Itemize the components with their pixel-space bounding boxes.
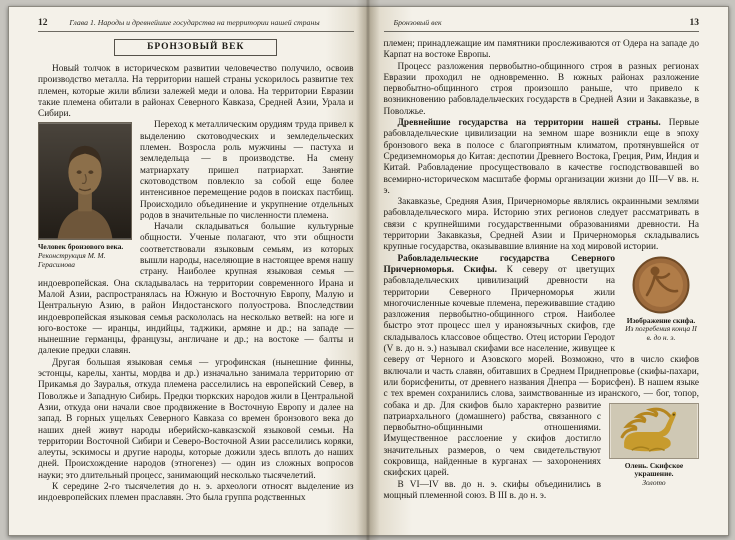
paragraph: Начали складываться большие культурные общности. Ученые полагают, что эти общности соответствовали языковым семьям, из которых вышли народы, населяющие в настоящее время нашу страну. Наиболее крупная языковая семья — индоевропейская. Она складывалась на территории современного Ирана и Малой Азии, распространялась на Южную и Восточную Европу, Малую и Центральную Азию, в район Индостанского полуострова. Впоследствии индоевропейская языковая семья раскололась на несколько ветвей: на юге и юго-востоке — иранцы, индийцы, таджики, армяне и др.; на западе — нынешние германцы, французы, англичане и др.; на востоке — балты и далекие предки славян. bbox=[38, 222, 354, 357]
left-body-text bbox=[38, 64, 354, 505]
paragraph-text: К северу от цветущих рабовладельческих цивилизаций древности на территории Северного Причерноморья жили многочисленные кочевые племена, переживавшие стадию разложения первобытно-общинного строя. Наиболее быстро этот процесс шел у ираноязычных скифов, где складывалось классовое общество. Отец истории Геродот (V в. до н. э.) называл скифами все население, живущее к северу от Черного и Азовского морей. Возможно, что в число скифов включали и часть славян, обитавших в Среднем Приднепровье (скифы-пахари, или борисфениты, от древнего названия Днепра — Борисфен). В нашем языке с тех времен сохранились слова, заимствованные из иранского, — бог, топор, собака и др. bbox=[383, 264, 699, 411]
paragraph bbox=[383, 253, 700, 487]
golden-deer-image bbox=[609, 403, 699, 459]
deer-caption-title: Олень. Скифское украшение. bbox=[624, 460, 684, 479]
paragraph: Новый толчок в историческом развитии человечество получило, освоив производство металла. На территории нашей страны ускорилось развитие тех племен, которые жили вблизи залежей меди и олова. На территории Евразии такие племена обитали в районах Северного Кавказа, Средней Азии, Урала и Сибири. bbox=[38, 64, 354, 120]
paragraph: В VI—IV вв. до н. э. скифы объединились в мощный племенной союз. В III в. до н. э. bbox=[383, 479, 601, 501]
right-page-number: 13 bbox=[689, 18, 699, 28]
paragraph: Процесс разложения первобытно-общинного строя в разных регионах Евразии проходил не одновременно. В южных районах разложение первобытно-общинного строя произошло раньше, что привело к возникновению рабовладельческих государств в Средней Азии и Закавказье, в Поволжье. bbox=[383, 61, 699, 117]
left-running-head: Глава 1. Народы и древнейшие государства на территории нашей страны bbox=[69, 18, 320, 27]
paragraph-lead: Древнейшие государства на территории нашей страны. bbox=[397, 118, 661, 129]
paragraph-text: Для скифов было характерно развитие патриархального (домашнего) рабства, связанного с первобытно-общинными отношениями. Имущественное расслоение у скифов достигло значительных размеров, о чем свидетельствуют сокровища, найденные в курганах — захоронениях скифских царей. bbox=[383, 400, 601, 479]
coin-caption-title: Изображение скифа. bbox=[626, 315, 696, 325]
scythian-coin-image bbox=[632, 256, 690, 314]
paragraph-text: Первые рабовладельческие цивилизации на земном шаре возникли еще в эпоху бронзового века в полосе с благоприятным климатом, протянувшейся от Средиземноморья до Китая: деспотии Древнего Востока, Греция, Рим, Индия и Китай. Рабовладение просуществовало в качестве господствовавшей во всемирно-историческом масштабе формы организации жизни до III—V вв. н. э. bbox=[383, 118, 700, 196]
paragraph-continuation: племен; принадлежащие им памятники прослеживаются от Одера на западе до Карпат на востоке Европы. bbox=[383, 39, 699, 61]
figure-caption-credit: Реконструкция М. М. Герасимова bbox=[38, 251, 106, 269]
paragraph: К середине 2-го тысячелетия до н. э. археологи относят выделение из индоевропейских племен праславян. Это была группа родственных bbox=[38, 481, 354, 504]
figure-caption-title: Человек бронзового века. bbox=[38, 242, 124, 252]
deer-caption-credit: Золото bbox=[642, 477, 666, 487]
right-running-head: Бронзовый век bbox=[393, 18, 442, 27]
page-right bbox=[369, 7, 729, 535]
coin-caption-credit: Из погребения конца II в. до н. э. bbox=[625, 324, 697, 342]
paragraph bbox=[384, 118, 700, 197]
left-page-header bbox=[38, 18, 354, 32]
bronze-age-man-figure bbox=[38, 122, 132, 269]
section-title: БРОНЗОВЫЙ ВЕК bbox=[114, 39, 277, 56]
right-body-text bbox=[384, 39, 700, 502]
bronze-age-man-caption bbox=[38, 243, 132, 269]
scythian-coin-figure bbox=[623, 256, 699, 343]
page-left bbox=[9, 7, 369, 535]
paragraph: Переход к металлическим орудиям труда привел к выделению скотоводческих и земледельческих племен. Возросла роль мужчины — пастуха и земледельца — в производстве. На смену матриархату пришел патриархат. Занятие скотоводством повлекло за собой еще более интенсивное перемещение родов в поисках пастбищ. Происходило объединение и укрупнение отдельных родов в значительные по численности племена. bbox=[140, 120, 354, 221]
right-page-header bbox=[384, 18, 700, 32]
bronze-age-man-photo bbox=[38, 122, 132, 240]
paragraph-lead: Рабовладельческие государства Северного Причерноморья. Скифы. bbox=[383, 253, 615, 275]
left-page-number: 12 bbox=[38, 18, 48, 28]
paragraph: Закавказье, Средняя Азия, Причерноморье являлись окраинными землями рабовладельческого мира. Историю этих регионов следует рассматривать в связи с крупнейшими государственными образованиями древности. На территории Закавказья, Средней Азии и Причерноморья складывались крупные государства, оказывавшие влияние на ход мировой истории. bbox=[383, 197, 699, 253]
paragraph: Другая большая языковая семья — угрофинская (нынешние финны, эстонцы, карелы, ханты, мордва и др.) изначально занимала территорию от Прикамья до Зауралья, откуда племена расселились на европейский Север, в Поволжье и Западную Сибирь. Предки тюркских народов жили в Центральной Азии, откуда они начали свое продвижение в Восточную Европу и далее на запад. В горных ущельях Северного Кавказа со времен бронзового века до наших дней живут народы иберийско-кавказской языковой семьи. На территории Восточной Сибири и Северо-Восточной Азии расселились коряки, алеуты, эскимосы и другие народы, которые дожили здесь вплоть до наших дней. Происхождение народов (этногенез) — один из сложных вопросов науки; это длительный процесс, занимающий несколько тысячелетий. bbox=[38, 357, 354, 481]
golden-deer-figure bbox=[609, 403, 699, 488]
open-pages bbox=[8, 6, 729, 536]
